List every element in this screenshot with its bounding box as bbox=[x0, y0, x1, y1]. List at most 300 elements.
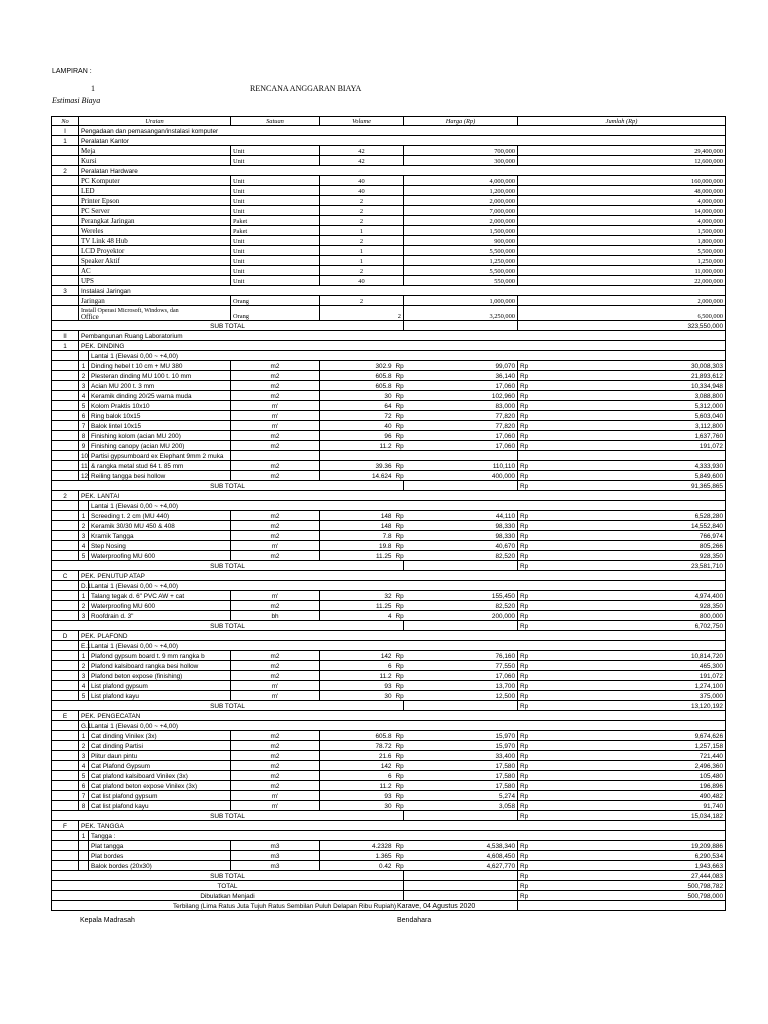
section-number: 2 bbox=[52, 166, 79, 176]
item-amount-currency: Rp bbox=[518, 781, 528, 791]
item-number: 7 bbox=[79, 791, 89, 801]
item-amount: 22,000,000 bbox=[518, 276, 726, 286]
item-description-line: Office bbox=[81, 313, 99, 321]
item-number bbox=[79, 851, 89, 861]
row-no-empty bbox=[52, 541, 79, 551]
subtotal-row bbox=[52, 321, 726, 331]
item-amount: 21,893,612 bbox=[528, 371, 726, 381]
item-amount: 1,943,663 bbox=[528, 861, 726, 871]
table-row bbox=[52, 731, 726, 741]
item-description: Partisi gypsumboard ex Elephant 9mm 2 muka bbox=[89, 451, 231, 461]
row-no bbox=[52, 226, 79, 236]
item-amount: 1,800,000 bbox=[518, 236, 726, 246]
level-row bbox=[52, 501, 726, 511]
table-row bbox=[52, 236, 726, 246]
item-volume: 148 bbox=[320, 521, 394, 531]
subtotal-currency: Rp bbox=[518, 561, 528, 571]
item-description: & rangka metal stud 64 t. 85 mm bbox=[89, 461, 231, 471]
section-title: Pembangunan Ruang Laboratorium bbox=[79, 331, 726, 341]
item-amount: 721,440 bbox=[528, 751, 726, 761]
item-amount-currency: Rp bbox=[518, 361, 528, 371]
section-row bbox=[52, 491, 726, 501]
table-row bbox=[52, 521, 726, 531]
item-price-currency: Rp bbox=[394, 671, 404, 681]
table-row bbox=[52, 256, 726, 266]
item-description-line: Install Operasi Microsoft, Windows, dan bbox=[81, 308, 179, 314]
item-description: Cat plafond kalsiboard Vinilex (3x) bbox=[89, 771, 231, 781]
row-no-empty bbox=[52, 351, 79, 361]
item-volume: 11.25 bbox=[320, 551, 394, 561]
item-price-currency: Rp bbox=[394, 361, 404, 371]
item-price: 82,520 bbox=[404, 601, 518, 611]
subtotal-row bbox=[52, 891, 726, 901]
item-amount: 1,257,158 bbox=[528, 741, 726, 751]
item-amount: 3,088,800 bbox=[528, 391, 726, 401]
item-volume: 96 bbox=[320, 431, 394, 441]
item-volume: 19.8 bbox=[320, 541, 394, 551]
row-no-empty bbox=[52, 681, 79, 691]
col-header-no: No bbox=[52, 117, 79, 126]
table-row bbox=[52, 851, 726, 861]
item-volume: 11.2 bbox=[320, 781, 394, 791]
item-price-currency: Rp bbox=[394, 411, 404, 421]
item-description: Finishing canopy (acian MU 200) bbox=[89, 441, 231, 451]
item-description: Balok bordes (20x30) bbox=[89, 861, 231, 871]
row-no-empty bbox=[52, 591, 79, 601]
row-no-empty bbox=[52, 521, 79, 531]
section-number: 2 bbox=[52, 491, 79, 501]
section-title: Peralatan Hardware bbox=[79, 166, 726, 176]
subtotal-currency: Rp bbox=[518, 701, 528, 711]
item-description: Meja bbox=[79, 146, 231, 156]
item-amount: 9,674,626 bbox=[528, 731, 726, 741]
item-number: 5 bbox=[79, 551, 89, 561]
subtotal-row bbox=[52, 481, 726, 491]
item-unit: Unit bbox=[231, 206, 320, 216]
item-description: Reiling tangga besi hollow bbox=[89, 471, 231, 481]
item-amount: 91,740 bbox=[528, 801, 726, 811]
item-price: 77,820 bbox=[404, 411, 518, 421]
item-amount-currency: Rp bbox=[518, 461, 528, 471]
item-price: 33,400 bbox=[404, 751, 518, 761]
table-row bbox=[52, 206, 726, 216]
item-unit: m3 bbox=[231, 841, 320, 851]
table-row bbox=[52, 156, 726, 166]
item-amount: 4,333,930 bbox=[528, 461, 726, 471]
item-volume: 42 bbox=[320, 156, 404, 166]
subtotal-amount: 27,444,083 bbox=[528, 871, 726, 881]
subtotal-label: SUB TOTAL bbox=[52, 811, 404, 821]
item-volume: 142 bbox=[320, 651, 394, 661]
section-row bbox=[52, 711, 726, 721]
row-no-empty bbox=[52, 641, 79, 651]
item-price: 77,820 bbox=[404, 421, 518, 431]
subtotal-spacer bbox=[404, 481, 518, 491]
place-date: Karave, 04 Agustus 2020 bbox=[397, 903, 476, 910]
item-amount: 6,500,000 bbox=[518, 306, 726, 321]
section-title: Instalasi Jaringan bbox=[79, 286, 726, 296]
row-no-empty bbox=[52, 401, 79, 411]
item-amount: 766,974 bbox=[528, 531, 726, 541]
table-row bbox=[52, 441, 726, 451]
level-row bbox=[52, 641, 726, 651]
item-amount: 2,496,360 bbox=[528, 761, 726, 771]
item-price: 5,274 bbox=[404, 791, 518, 801]
item-price: 13,700 bbox=[404, 681, 518, 691]
item-price: 17,060 bbox=[404, 441, 518, 451]
item-amount: 105,480 bbox=[528, 771, 726, 781]
item-volume: 605.8 bbox=[320, 381, 394, 391]
item-number: 2 bbox=[79, 601, 89, 611]
item-amount-currency: Rp bbox=[518, 541, 528, 551]
item-price-currency: Rp bbox=[394, 461, 404, 471]
item-unit: Unit bbox=[231, 256, 320, 266]
table-row bbox=[52, 176, 726, 186]
item-amount-currency: Rp bbox=[518, 691, 528, 701]
item-volume: 1 bbox=[320, 256, 404, 266]
item-unit: m' bbox=[231, 681, 320, 691]
item-price-currency: Rp bbox=[394, 851, 404, 861]
item-price-currency: Rp bbox=[394, 801, 404, 811]
subtotal-amount: 23,581,710 bbox=[528, 561, 726, 571]
item-amount: 196,896 bbox=[528, 781, 726, 791]
item-amount: 4,000,000 bbox=[518, 216, 726, 226]
item-price: 98,330 bbox=[404, 531, 518, 541]
item-description: Keramik dinding 20/25 warna muda bbox=[89, 391, 231, 401]
table-row bbox=[52, 451, 726, 461]
row-no-empty bbox=[52, 371, 79, 381]
item-price: 400,000 bbox=[404, 471, 518, 481]
item-unit: m3 bbox=[231, 861, 320, 871]
item-price: 200,000 bbox=[404, 611, 518, 621]
row-no bbox=[52, 236, 79, 246]
item-volume: 2 bbox=[320, 236, 404, 246]
item-volume: 4 bbox=[320, 611, 394, 621]
subtotal-spacer bbox=[404, 881, 518, 891]
table-row bbox=[52, 591, 726, 601]
item-amount-currency: Rp bbox=[518, 661, 528, 671]
col-header-satuan: Satuan bbox=[231, 117, 320, 126]
item-unit: m' bbox=[231, 421, 320, 431]
item-price: 15,970 bbox=[404, 741, 518, 751]
item-number: 2 bbox=[79, 741, 89, 751]
item-description bbox=[79, 306, 231, 321]
item-amount: 3,112,800 bbox=[528, 421, 726, 431]
item-price-currency: Rp bbox=[394, 541, 404, 551]
table-row bbox=[52, 471, 726, 481]
item-unit: Unit bbox=[231, 186, 320, 196]
item-number: 3 bbox=[79, 611, 89, 621]
table-row bbox=[52, 421, 726, 431]
item-price-currency: Rp bbox=[394, 511, 404, 521]
subtotal-currency: Rp bbox=[518, 891, 528, 901]
item-unit: m2 bbox=[231, 361, 320, 371]
level-row bbox=[52, 721, 726, 731]
level-number: 1 bbox=[79, 831, 89, 841]
item-amount: 1,637,760 bbox=[528, 431, 726, 441]
item-price: 4,538,340 bbox=[404, 841, 518, 851]
table-row bbox=[52, 226, 726, 236]
item-amount: 375,000 bbox=[528, 691, 726, 701]
item-number: 5 bbox=[79, 401, 89, 411]
item-unit: m2 bbox=[231, 461, 320, 471]
item-description: Dinding hebel t 10 cm + MU 380 bbox=[89, 361, 231, 371]
item-unit: m2 bbox=[231, 761, 320, 771]
item-number: 1 bbox=[79, 591, 89, 601]
item-unit: Unit bbox=[231, 246, 320, 256]
item-volume: 93 bbox=[320, 791, 394, 801]
item-number: 3 bbox=[79, 751, 89, 761]
subtotal-spacer bbox=[404, 811, 518, 821]
row-no-empty bbox=[52, 721, 79, 731]
item-price: 2,000,000 bbox=[404, 196, 518, 206]
item-price-currency: Rp bbox=[394, 681, 404, 691]
item-amount: 1,250,000 bbox=[518, 256, 726, 266]
item-price-currency: Rp bbox=[394, 761, 404, 771]
row-no-empty bbox=[52, 551, 79, 561]
item-amount-currency: Rp bbox=[518, 851, 528, 861]
item-price: 900,000 bbox=[404, 236, 518, 246]
subtotal-amount: 500,798,000 bbox=[528, 891, 726, 901]
item-description: Printer Epson bbox=[79, 196, 231, 206]
item-description: Cat plafond beton expose Vinilex (3x) bbox=[89, 781, 231, 791]
item-unit: m2 bbox=[231, 671, 320, 681]
item-unit: Unit bbox=[231, 156, 320, 166]
item-amount-currency: Rp bbox=[518, 391, 528, 401]
item-volume: 93 bbox=[320, 681, 394, 691]
item-amount: 805,266 bbox=[528, 541, 726, 551]
item-description: Plitur daun pintu bbox=[89, 751, 231, 761]
subtotal-label: TOTAL bbox=[52, 881, 404, 891]
subtotal-row bbox=[52, 621, 726, 631]
item-unit: m2 bbox=[231, 511, 320, 521]
table-row bbox=[52, 411, 726, 421]
item-number: 2 bbox=[79, 661, 89, 671]
item-description: Speaker Aktif bbox=[79, 256, 231, 266]
table-row bbox=[52, 401, 726, 411]
item-volume: 40 bbox=[320, 186, 404, 196]
item-price: 110,110 bbox=[404, 461, 518, 471]
item-price-currency: Rp bbox=[394, 751, 404, 761]
row-no-empty bbox=[52, 381, 79, 391]
row-no bbox=[52, 156, 79, 166]
item-amount-currency: Rp bbox=[518, 511, 528, 521]
item-volume: 1 bbox=[320, 226, 404, 236]
subtotal-label: SUB TOTAL bbox=[52, 621, 404, 631]
item-number: 5 bbox=[79, 771, 89, 781]
item-amount-currency: Rp bbox=[518, 761, 528, 771]
row-no bbox=[52, 216, 79, 226]
item-price-currency bbox=[394, 451, 404, 461]
subtotal-label: SUB TOTAL bbox=[52, 871, 404, 881]
item-number: 3 bbox=[79, 381, 89, 391]
item-amount: 800,000 bbox=[528, 611, 726, 621]
item-volume: 11.2 bbox=[320, 441, 394, 451]
item-description: Step Nosing bbox=[89, 541, 231, 551]
item-amount: 30,008,303 bbox=[528, 361, 726, 371]
table-row bbox=[52, 196, 726, 206]
item-number: 1 bbox=[79, 651, 89, 661]
subtotal-amount: 500,798,782 bbox=[528, 881, 726, 891]
table-row bbox=[52, 741, 726, 751]
row-no-empty bbox=[52, 411, 79, 421]
item-unit: m2 bbox=[231, 371, 320, 381]
item-unit: m' bbox=[231, 401, 320, 411]
item-unit: Orang bbox=[231, 296, 320, 306]
item-amount: 4,000,000 bbox=[518, 196, 726, 206]
item-price-currency: Rp bbox=[394, 791, 404, 801]
item-unit: m' bbox=[231, 591, 320, 601]
item-price: 15,970 bbox=[404, 731, 518, 741]
item-unit: m2 bbox=[231, 781, 320, 791]
item-description: Talang tegak d. 6" PVC AW + cat bbox=[89, 591, 231, 601]
item-price: 99,070 bbox=[404, 361, 518, 371]
item-amount: 6,528,280 bbox=[528, 511, 726, 521]
item-volume: 40 bbox=[320, 176, 404, 186]
level-row bbox=[52, 581, 726, 591]
row-no-empty bbox=[52, 361, 79, 371]
level-number bbox=[79, 501, 89, 511]
subtotal-row bbox=[52, 811, 726, 821]
table-row bbox=[52, 511, 726, 521]
item-description: Jaringan bbox=[79, 296, 231, 306]
item-price: 17,580 bbox=[404, 771, 518, 781]
row-no-empty bbox=[52, 471, 79, 481]
item-volume: 30 bbox=[320, 801, 394, 811]
item-description: List plafond kayu bbox=[89, 691, 231, 701]
item-description: Wereles bbox=[79, 226, 231, 236]
subtotal-currency: Rp bbox=[518, 811, 528, 821]
row-no-empty bbox=[52, 451, 79, 461]
page-title: RENCANA ANGGARAN BIAYA bbox=[250, 84, 362, 93]
item-amount: 5,603,040 bbox=[528, 411, 726, 421]
item-amount-currency: Rp bbox=[518, 411, 528, 421]
signatory-left: Kepala Madrasah bbox=[80, 917, 135, 924]
row-no-empty bbox=[52, 841, 79, 851]
row-no-empty bbox=[52, 501, 79, 511]
section-row bbox=[52, 126, 726, 136]
item-amount: 928,350 bbox=[528, 601, 726, 611]
subtotal-row bbox=[52, 871, 726, 881]
item-amount-currency: Rp bbox=[518, 421, 528, 431]
item-unit: m2 bbox=[231, 551, 320, 561]
row-no bbox=[52, 276, 79, 286]
item-price: 1,500,000 bbox=[404, 226, 518, 236]
col-header-harga: Harga (Rp) bbox=[404, 117, 518, 126]
item-description: PC Server bbox=[79, 206, 231, 216]
item-amount-currency: Rp bbox=[518, 591, 528, 601]
amount-in-words-row bbox=[52, 901, 726, 911]
item-amount-currency: Rp bbox=[518, 531, 528, 541]
item-volume: 2 bbox=[320, 266, 404, 276]
item-price-currency: Rp bbox=[394, 381, 404, 391]
item-number: 1 bbox=[79, 361, 89, 371]
item-price: 4,627,770 bbox=[404, 861, 518, 871]
item-description: Kolom Praktis 10x10 bbox=[89, 401, 231, 411]
item-price-currency: Rp bbox=[394, 781, 404, 791]
section-number: 3 bbox=[52, 286, 79, 296]
item-amount: 1,500,000 bbox=[518, 226, 726, 236]
item-volume: 78.72 bbox=[320, 741, 394, 751]
item-description: Perangkat Jaringan bbox=[79, 216, 231, 226]
table-row bbox=[52, 461, 726, 471]
table-row bbox=[52, 431, 726, 441]
col-header-volume: Volume bbox=[320, 117, 404, 126]
row-no-empty bbox=[52, 801, 79, 811]
section-title: PEK. PENUTUP ATAP bbox=[79, 571, 726, 581]
level-number: D.1 bbox=[79, 581, 89, 591]
item-price: 1,200,000 bbox=[404, 186, 518, 196]
row-no bbox=[52, 206, 79, 216]
item-unit bbox=[231, 451, 320, 461]
table-row bbox=[52, 541, 726, 551]
item-amount-currency: Rp bbox=[518, 741, 528, 751]
item-volume: 0.42 bbox=[320, 861, 394, 871]
item-volume: 142 bbox=[320, 761, 394, 771]
table-row bbox=[52, 296, 726, 306]
item-amount-currency: Rp bbox=[518, 791, 528, 801]
section-row bbox=[52, 166, 726, 176]
item-number: 11 bbox=[79, 461, 89, 471]
item-price-currency: Rp bbox=[394, 551, 404, 561]
item-number: 10 bbox=[79, 451, 89, 461]
item-number: 8 bbox=[79, 431, 89, 441]
section-title: PEK. LANTAI bbox=[79, 491, 726, 501]
item-volume: 72 bbox=[320, 411, 394, 421]
section-number: C bbox=[52, 571, 79, 581]
amount-in-words: Terbilang (Lima Ratus Juta Tujuh Ratus Sembilan Puluh Delapan Ribu Rupiah) bbox=[52, 901, 518, 911]
item-description: Roofdrain d. 3" bbox=[89, 611, 231, 621]
table-row bbox=[52, 761, 726, 771]
subtotal-spacer bbox=[404, 701, 518, 711]
item-amount-currency: Rp bbox=[518, 771, 528, 781]
row-no-empty bbox=[52, 431, 79, 441]
level-title: Lantai 1 (Elevasi 0,00 ~ +4,00) bbox=[89, 581, 726, 591]
level-title: Lantai 1 (Elevasi 0,00 ~ +4,00) bbox=[89, 501, 726, 511]
item-description: Acian MU 200 t. 3 mm bbox=[89, 381, 231, 391]
page-number: 1 bbox=[91, 84, 95, 93]
section-number: D bbox=[52, 631, 79, 641]
item-amount: 14,000,000 bbox=[518, 206, 726, 216]
item-description: Keramik 30/30 MU 450 & 408 bbox=[89, 521, 231, 531]
item-price: 5,500,000 bbox=[404, 266, 518, 276]
table-row bbox=[52, 266, 726, 276]
item-description: Cat list plafond kayu bbox=[89, 801, 231, 811]
item-description: TV Link 48 Hub bbox=[79, 236, 231, 246]
item-description: Plesteran dinding MU 100 t. 10 mm bbox=[89, 371, 231, 381]
item-amount-currency: Rp bbox=[518, 731, 528, 741]
item-volume: 7.8 bbox=[320, 531, 394, 541]
row-no-empty bbox=[52, 461, 79, 471]
item-unit: m' bbox=[231, 791, 320, 801]
item-unit: m2 bbox=[231, 391, 320, 401]
item-volume: 42 bbox=[320, 146, 404, 156]
item-number: 4 bbox=[79, 681, 89, 691]
table-row bbox=[52, 681, 726, 691]
item-volume: 11.2 bbox=[320, 671, 394, 681]
section-number: 1 bbox=[52, 136, 79, 146]
item-price-currency: Rp bbox=[394, 771, 404, 781]
page-subtitle: Estimasi Biaya bbox=[52, 96, 101, 105]
subtotal-amount: 6,702,750 bbox=[528, 621, 726, 631]
item-amount-currency: Rp bbox=[518, 861, 528, 871]
row-no-empty bbox=[52, 771, 79, 781]
item-price: 77,550 bbox=[404, 661, 518, 671]
item-unit: m' bbox=[231, 801, 320, 811]
subtotal-row bbox=[52, 881, 726, 891]
item-unit: m2 bbox=[231, 381, 320, 391]
item-price-currency: Rp bbox=[394, 691, 404, 701]
